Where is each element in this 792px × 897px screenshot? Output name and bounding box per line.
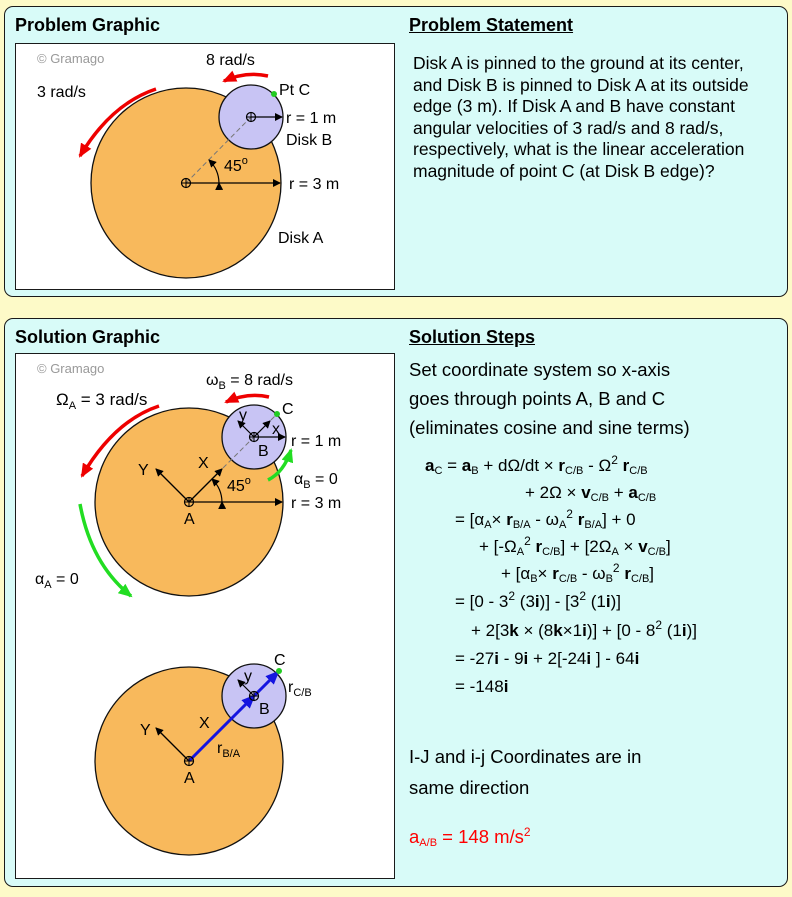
problem-statement: Disk A is pinned to the ground at its center, and Disk B is pinned to Disk A at its outside edge (3 m). If Disk A and B have constant angular velocities of 3 rad/s and 8 rad/s, respectively, what is the linear acceleration magnitude of point C (at Disk B edge)?	[413, 53, 749, 181]
solution-panel	[4, 318, 788, 887]
eq-line-5: + [$\alpha_B\times r_{C/B} - \omega_B^2$ $r_{C/B}$]	[501, 561, 655, 585]
problem-graphic	[15, 43, 395, 290]
r-b-label: r = 1 m	[286, 110, 337, 127]
r-ba-label: $r_{B/A}$	[217, 740, 241, 760]
point-c	[271, 91, 277, 97]
b-label: B	[258, 443, 269, 460]
X-label: X	[199, 715, 210, 732]
eq-line-7: + $2[3k \times (8k\times 1i)] + [0 - 8^2$ (1i)]	[471, 618, 698, 640]
angle-label: 45$^o$	[224, 155, 248, 175]
eq-line-6: = [$0 - 3^2$ $(3i)] - [3^2$ (1i)]	[455, 589, 621, 611]
solution-steps-title: Solution Steps	[409, 327, 535, 347]
copyright: © Gramago	[37, 361, 105, 376]
r-a-label: r = 3 m	[291, 495, 342, 512]
final-answer: $a_{A/B} = 148$ $m/s^2$	[409, 825, 531, 849]
Y-label: Y	[140, 722, 151, 739]
problem-panel	[4, 6, 788, 297]
intro-line-2: goes through points A, B and C	[409, 388, 666, 409]
r-a-label: r = 3 m	[289, 176, 340, 193]
angle-label: 45$^o$	[227, 475, 251, 495]
eq-line-4: + [$-\Omega_A^2$ $r_{C/B}] + [2\Omega_A \times v_{C/B}]$	[479, 534, 671, 558]
solution-graphic-title: Solution Graphic	[15, 327, 161, 347]
solution-graphic	[15, 353, 395, 879]
Omega-a-label: $\Omega_A = 3$ rad/s	[56, 390, 148, 412]
omega-b-arrow	[226, 395, 269, 402]
alpha-b-label: $\alpha_B = 0$	[294, 471, 338, 491]
a-label: A	[184, 770, 195, 787]
pt-c-label: Pt C	[279, 82, 311, 99]
omega-b-arrow	[224, 74, 268, 81]
X-label: X	[198, 455, 209, 472]
a-label: A	[184, 511, 195, 528]
omega-b-label: 8 rad/s	[206, 52, 255, 69]
alpha-a-label: $\alpha_A = 0$	[35, 571, 79, 591]
eq-line-1: $a_C = a_B + d\Omega/dt \times r_{C/B} - \Omega^2$ $r_{C/B}$	[425, 453, 648, 477]
note-line-1: I-J and i-j Coordinates are in	[409, 746, 642, 767]
disk-a-label: Disk A	[278, 230, 324, 247]
problem-graphic-title: Problem Graphic	[15, 15, 161, 35]
eq-line-2: + $2\Omega \times v_{C/B} + a_{C/B}$	[525, 483, 657, 504]
intro-line-3: (eliminates cosine and sine terms)	[409, 417, 690, 438]
point-c	[274, 411, 280, 417]
eq-line-3: = [$\alpha_A\times r_{B/A} - \omega_A^2$ $r_{B/A}] + 0$	[455, 507, 636, 531]
y-small-label: y	[244, 668, 252, 685]
omega-b-label: $\omega_B = 8$ rad/s	[206, 372, 293, 392]
x-small-label: x	[272, 421, 280, 438]
eq-line-9: = -148i	[455, 677, 509, 696]
problem-statement-title: Problem Statement	[409, 15, 574, 35]
r-b-label: r = 1 m	[291, 433, 342, 450]
b-label: B	[259, 701, 270, 718]
disk-b-label: Disk B	[286, 132, 333, 149]
y-small-label: y	[239, 407, 247, 424]
problem-diagram	[16, 44, 393, 288]
c-label: C	[282, 401, 294, 418]
copyright: © Gramago	[37, 51, 105, 66]
c-label: C	[274, 652, 286, 669]
eq-line-8: = -27i - 9i + 2[-24i ] - 64i	[455, 649, 640, 668]
Y-label: Y	[138, 462, 149, 479]
note-line-2: same direction	[409, 777, 530, 798]
solution-diagram	[16, 354, 393, 877]
omega-a-label: 3 rad/s	[37, 84, 86, 101]
r-cb-label: $r_{C/B}$	[288, 679, 312, 699]
intro-line-1: Set coordinate system so x-axis	[409, 359, 671, 380]
